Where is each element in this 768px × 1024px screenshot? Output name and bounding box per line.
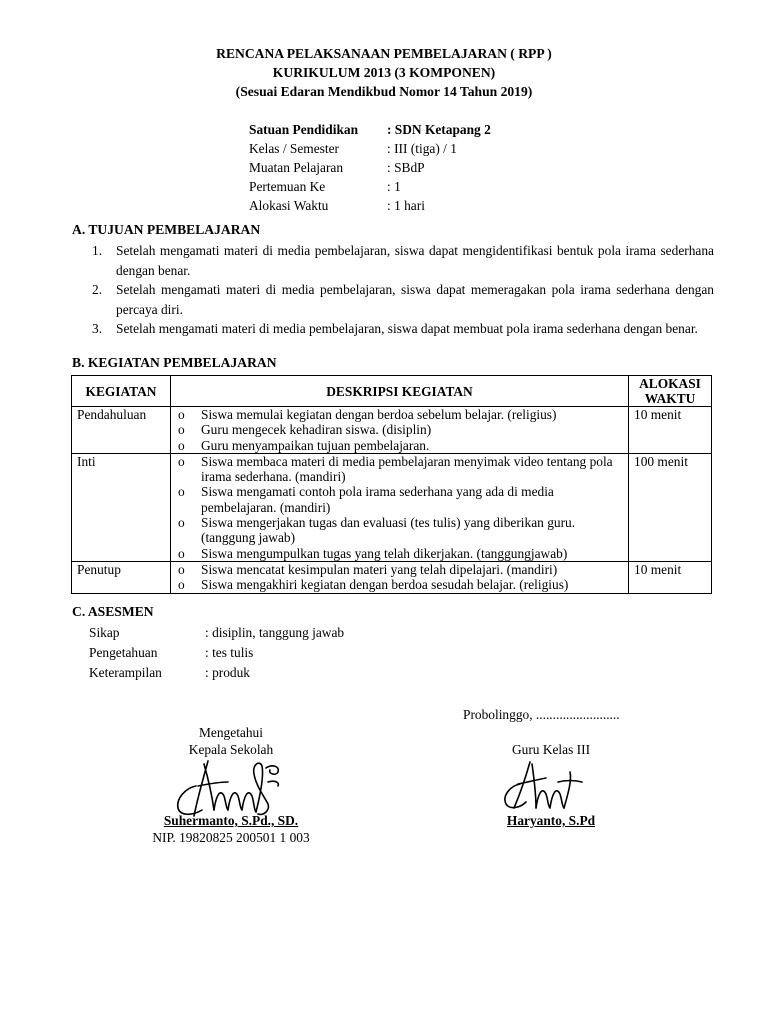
section-c-heading: C. ASESMEN [72, 604, 154, 619]
activity-step: Guru menyampaikan tujuan pembelajaran. [201, 437, 430, 453]
objective-number: 2. [92, 282, 103, 297]
identity-block [249, 122, 491, 217]
time-allocation: 10 menit [629, 561, 712, 593]
table-row [72, 561, 712, 593]
assessment-value: : tes tulis [205, 645, 254, 660]
document-title: RENCANA PELAKSANAAN PEMBELAJARAN ( RPP ) [216, 46, 552, 61]
list-item [176, 407, 623, 422]
info-row-pertemuan [249, 179, 491, 198]
principal-name: Suhermanto, S.Pd., SD. [163, 813, 299, 828]
activity-phase: Inti [72, 453, 171, 561]
list-item [176, 546, 623, 561]
info-value: : SDN Ketapang 2 [387, 122, 491, 137]
activity-step: Siswa mengerjakan tugas dan evaluasi (tes tulis) yang diberikan guru. (tanggung jawab) [201, 515, 576, 546]
table-row [72, 407, 712, 454]
bullet-icon: o [178, 484, 185, 500]
objective-text: Setelah mengamati materi di media pembelajaran, siswa dapat membuat pola irama sederhana dengan benar. [116, 321, 698, 336]
assessment-row [89, 663, 344, 683]
info-key: Alokasi Waktu [249, 198, 329, 213]
section-a-heading: A. TUJUAN PEMBELAJARAN [72, 222, 261, 237]
table-row [72, 453, 712, 561]
list-item [176, 422, 623, 437]
info-value: : III (tiga) / 1 [387, 141, 457, 156]
objective-item [92, 280, 714, 319]
section-b-heading: B. KEGIATAN PEMBELAJARAN [72, 355, 277, 370]
activity-step: Siswa mengakhiri kegiatan dengan berdoa sesudah belajar. (religius) [201, 577, 569, 593]
bullet-icon: o [178, 407, 185, 422]
info-key: Satuan Pendidikan [249, 122, 359, 137]
activities-table [71, 375, 712, 594]
activity-step: Siswa mengamati contoh pola irama sederhana yang ada di media pembelajaran. (mandiri) [201, 484, 554, 515]
list-item [176, 515, 623, 546]
info-row-satuan [249, 122, 491, 141]
bullet-icon: o [178, 577, 185, 593]
assessment-value: : disiplin, tanggung jawab [205, 625, 345, 640]
teacher-signature-icon [500, 758, 584, 818]
assessment-value: : produk [205, 665, 251, 680]
bullet-icon: o [178, 453, 185, 469]
activity-phase: Penutup [72, 561, 171, 593]
activity-step: Siswa mencatat kesimpulan materi yang telah dipelajari. (mandiri) [201, 561, 558, 577]
info-value: : 1 [387, 179, 401, 194]
activity-step: Siswa mengumpulkan tugas yang telah dikerjakan. (tanggungjawab) [201, 545, 568, 561]
bullet-icon: o [178, 561, 185, 577]
header-deskripsi: DESKRIPSI KEGIATAN [171, 376, 629, 407]
info-row-muatan [249, 160, 491, 179]
circular-reference: (Sesuai Edaran Mendikbud Nomor 14 Tahun 2019) [235, 84, 533, 99]
list-item [176, 562, 623, 577]
activity-step: Siswa membaca materi di media pembelajaran menyimak video tentang pola irama sederhana. (mandiri) [201, 453, 613, 485]
activity-description [171, 453, 629, 561]
info-key: Muatan Pelajaran [249, 160, 344, 175]
assessment-row [89, 623, 344, 643]
objective-text: Setelah mengamati materi di media pembelajaran, siswa dapat mengidentifikasi bentuk pola irama sederhana dengan benar. [116, 243, 714, 278]
teacher-name: Haryanto, S.Pd [506, 813, 596, 828]
info-row-alokasi [249, 198, 491, 217]
table-header-row [72, 376, 712, 407]
principal-nip: NIP. 19820825 200501 1 003 [152, 830, 310, 845]
objective-text: Setelah mengamati materi di media pembelajaran, siswa dapat memeragakan pola irama sederhana dengan percaya diri. [116, 282, 714, 317]
list-item [176, 484, 623, 515]
list-item [176, 438, 623, 453]
info-value: : SBdP [387, 160, 425, 175]
assessment-key: Sikap [89, 625, 120, 640]
assessment-key: Keterampilan [89, 665, 162, 680]
teacher-title: Guru Kelas III [511, 742, 591, 757]
assessment-row [89, 643, 344, 663]
place-date: Probolinggo, ......................... [463, 707, 620, 722]
list-item [176, 454, 623, 485]
bullet-icon: o [178, 515, 185, 531]
activity-step: Siswa memulai kegiatan dengan berdoa sebelum belajar. (religius) [201, 407, 557, 422]
activity-description [171, 407, 629, 454]
info-row-kelas [249, 141, 491, 160]
activity-phase: Pendahuluan [72, 407, 171, 454]
info-key: Pertemuan Ke [249, 179, 326, 194]
curriculum-subtitle: KURIKULUM 2013 (3 KOMPONEN) [272, 65, 496, 80]
activity-description [171, 561, 629, 593]
assessment-block [89, 623, 344, 683]
time-allocation: 100 menit [629, 453, 712, 561]
objective-number: 1. [92, 243, 103, 258]
principal-title: Kepala Sekolah [188, 742, 274, 757]
header-kegiatan: KEGIATAN [72, 376, 171, 407]
objective-item [92, 241, 714, 280]
assessment-key: Pengetahuan [89, 645, 158, 660]
bullet-icon: o [178, 422, 185, 438]
bullet-icon: o [178, 545, 185, 561]
info-key: Kelas / Semester [249, 141, 339, 156]
info-value: : 1 hari [387, 198, 425, 213]
objective-number: 3. [92, 321, 103, 336]
acknowledged-label: Mengetahui [199, 725, 263, 740]
bullet-icon: o [178, 437, 185, 453]
objectives-list [92, 241, 714, 339]
time-allocation: 10 menit [629, 407, 712, 454]
objective-item [92, 319, 714, 339]
header-alokasi: ALOKASI WAKTU [629, 376, 712, 407]
activity-step: Guru mengecek kehadiran siswa. (disiplin) [201, 422, 432, 438]
list-item [176, 577, 623, 592]
